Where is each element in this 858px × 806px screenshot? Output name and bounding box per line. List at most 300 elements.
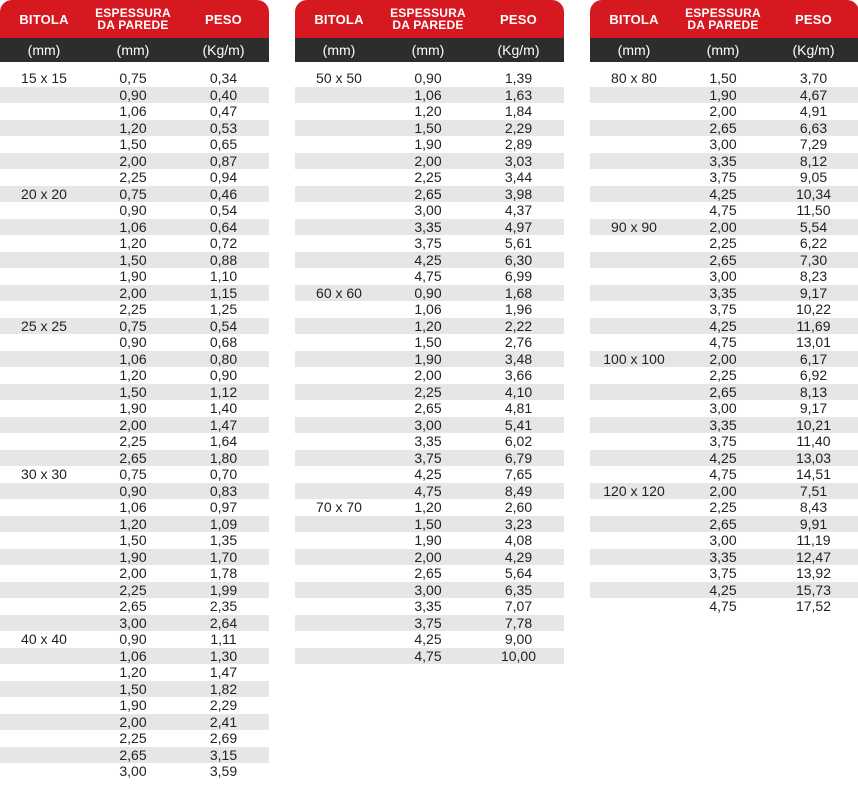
- cell-espessura: 0,90: [119, 631, 147, 648]
- cell-peso: 8,12: [799, 152, 828, 169]
- cell-espessura: 2,00: [414, 367, 442, 384]
- cell-espessura: 0,75: [119, 317, 147, 334]
- cell-peso: 2,69: [209, 730, 238, 747]
- table-row: [295, 70, 564, 87]
- cell-espessura: 1,20: [414, 317, 442, 334]
- header-peso: PESO: [500, 11, 537, 27]
- table-row: [295, 582, 564, 599]
- cell-peso: 9,91: [799, 515, 828, 532]
- table-row: [590, 252, 858, 269]
- cell-espessura: 2,00: [119, 284, 147, 301]
- weight-table-3: [590, 0, 858, 615]
- cell-espessura: 4,25: [709, 185, 737, 202]
- table-row: [295, 417, 564, 434]
- cell-bitola: 15 x 15: [21, 70, 67, 87]
- table-row: [295, 532, 564, 549]
- cell-peso: 10,22: [795, 301, 832, 318]
- cell-espessura: 3,75: [709, 565, 737, 582]
- cell-espessura: 1,06: [119, 103, 147, 120]
- cell-espessura: 4,75: [709, 466, 737, 483]
- cell-peso: 7,78: [504, 614, 533, 631]
- cell-peso: 0,83: [209, 482, 238, 499]
- cell-espessura: 3,00: [709, 400, 737, 417]
- cell-peso: 6,63: [799, 119, 828, 136]
- table-row: [295, 153, 564, 170]
- cell-peso: 6,17: [799, 350, 828, 367]
- cell-espessura: 2,65: [119, 449, 147, 466]
- cell-peso: 1,30: [209, 647, 238, 664]
- table-header: [590, 0, 858, 38]
- table-row: [295, 252, 564, 269]
- cell-peso: 4,91: [799, 103, 828, 120]
- cell-espessura: 2,25: [119, 301, 147, 318]
- header-espessura-line2: DA PAREDE: [687, 18, 759, 32]
- cell-bitola: 70 x 70: [316, 499, 362, 516]
- cell-espessura: 2,25: [119, 581, 147, 598]
- header-espessura-line1: ESPESSURA: [685, 6, 761, 20]
- cell-peso: 0,64: [209, 218, 238, 235]
- cell-espessura: 1,06: [414, 86, 442, 103]
- cell-peso: 3,66: [504, 367, 533, 384]
- table-row: [590, 499, 858, 516]
- cell-espessura: 4,25: [709, 317, 737, 334]
- cell-espessura: 2,00: [119, 713, 147, 730]
- cell-espessura: 4,75: [414, 482, 442, 499]
- header-espessura-line1: ESPESSURA: [390, 6, 466, 20]
- cell-espessura: 1,06: [119, 218, 147, 235]
- cell-peso: 4,37: [504, 202, 533, 219]
- cell-peso: 8,13: [799, 383, 828, 400]
- table-row: [0, 268, 269, 285]
- cell-peso: 1,64: [209, 433, 238, 450]
- table-row: [590, 582, 858, 599]
- units-row: [295, 38, 564, 62]
- table-row: [295, 136, 564, 153]
- table-row: [0, 747, 269, 764]
- cell-espessura: 1,90: [119, 400, 147, 417]
- header-espessura-line1: ESPESSURA: [95, 6, 171, 20]
- cell-espessura: 1,20: [119, 119, 147, 136]
- cell-espessura: 1,50: [119, 251, 147, 268]
- cell-peso: 1,78: [209, 565, 238, 582]
- cell-peso: 1,47: [209, 416, 238, 433]
- cell-espessura: 1,90: [119, 268, 147, 285]
- table-row: [295, 87, 564, 104]
- table-row: [295, 186, 564, 203]
- table-row: [590, 450, 858, 467]
- cell-peso: 4,08: [504, 532, 533, 549]
- cell-espessura: 3,00: [709, 136, 737, 153]
- cell-peso: 0,87: [209, 152, 238, 169]
- header-peso: PESO: [205, 11, 242, 27]
- cell-peso: 10,00: [500, 647, 537, 664]
- cell-peso: 0,90: [209, 367, 238, 384]
- cell-peso: 6,30: [504, 251, 533, 268]
- cell-espessura: 0,90: [414, 70, 442, 87]
- table-row: [590, 87, 858, 104]
- table-row: [0, 367, 269, 384]
- cell-espessura: 4,75: [414, 647, 442, 664]
- cell-espessura: 2,25: [119, 433, 147, 450]
- unit-peso: (Kg/m): [792, 42, 835, 58]
- cell-peso: 2,76: [504, 334, 533, 351]
- cell-espessura: 1,90: [414, 136, 442, 153]
- table-row: [295, 499, 564, 516]
- cell-espessura: 2,00: [709, 103, 737, 120]
- table-row: [0, 301, 269, 318]
- table-row: [0, 285, 269, 302]
- cell-espessura: 4,25: [709, 449, 737, 466]
- cell-peso: 0,88: [209, 251, 238, 268]
- cell-peso: 4,81: [504, 400, 533, 417]
- cell-espessura: 2,65: [709, 251, 737, 268]
- cell-peso: 5,61: [504, 235, 533, 252]
- table-row: [295, 516, 564, 533]
- units-row: [0, 38, 269, 62]
- cell-peso: 0,80: [209, 350, 238, 367]
- table-row: [0, 235, 269, 252]
- table-row: [590, 549, 858, 566]
- table-body: [590, 70, 858, 615]
- table-row: [590, 70, 858, 87]
- cell-espessura: 2,00: [414, 152, 442, 169]
- cell-espessura: 1,90: [414, 532, 442, 549]
- table-row: [0, 103, 269, 120]
- cell-espessura: 1,90: [119, 548, 147, 565]
- cell-peso: 2,35: [209, 598, 238, 615]
- cell-peso: 8,23: [799, 268, 828, 285]
- table-row: [0, 153, 269, 170]
- table-row: [590, 351, 858, 368]
- table-row: [295, 235, 564, 252]
- table-row: [0, 136, 269, 153]
- cell-espessura: 0,90: [119, 86, 147, 103]
- cell-peso: 3,59: [209, 763, 238, 780]
- table-row: [590, 516, 858, 533]
- cell-espessura: 1,20: [119, 664, 147, 681]
- cell-peso: 4,10: [504, 383, 533, 400]
- cell-peso: 2,29: [209, 697, 238, 714]
- table-row: [295, 450, 564, 467]
- unit-espessura: (mm): [706, 42, 740, 58]
- cell-espessura: 3,75: [414, 449, 442, 466]
- table-body: [0, 70, 269, 780]
- table-row: [590, 367, 858, 384]
- cell-peso: 2,60: [504, 499, 533, 516]
- cell-peso: 2,89: [504, 136, 533, 153]
- cell-bitola: 60 x 60: [316, 284, 362, 301]
- cell-peso: 0,70: [209, 466, 238, 483]
- unit-espessura: (mm): [116, 42, 150, 58]
- cell-bitola: 40 x 40: [21, 631, 67, 648]
- table-row: [0, 466, 269, 483]
- table-row: [295, 648, 564, 665]
- cell-peso: 9,17: [799, 284, 828, 301]
- table-row: [0, 417, 269, 434]
- cell-espessura: 1,06: [119, 350, 147, 367]
- table-row: [590, 136, 858, 153]
- cell-espessura: 2,65: [414, 400, 442, 417]
- cell-peso: 7,29: [799, 136, 828, 153]
- cell-bitola: 30 x 30: [21, 466, 67, 483]
- cell-peso: 1,84: [504, 103, 533, 120]
- table-row: [0, 169, 269, 186]
- table-row: [0, 532, 269, 549]
- cell-peso: 9,05: [799, 169, 828, 186]
- cell-peso: 2,29: [504, 119, 533, 136]
- cell-espessura: 1,50: [119, 680, 147, 697]
- table-row: [0, 433, 269, 450]
- cell-espessura: 2,65: [119, 598, 147, 615]
- table-row: [295, 384, 564, 401]
- cell-peso: 3,98: [504, 185, 533, 202]
- cell-espessura: 2,65: [709, 515, 737, 532]
- cell-bitola: 120 x 120: [603, 482, 665, 499]
- table-row: [0, 549, 269, 566]
- cell-peso: 7,30: [799, 251, 828, 268]
- table-row: [590, 301, 858, 318]
- cell-peso: 11,69: [796, 317, 831, 334]
- cell-espessura: 3,00: [119, 763, 147, 780]
- table-row: [590, 466, 858, 483]
- table-row: [0, 400, 269, 417]
- table-row: [295, 301, 564, 318]
- unit-bitola: (mm): [617, 42, 651, 58]
- cell-peso: 0,54: [209, 317, 238, 334]
- cell-peso: 3,48: [504, 350, 533, 367]
- table-row: [295, 367, 564, 384]
- cell-peso: 1,63: [504, 86, 533, 103]
- cell-espessura: 2,00: [414, 548, 442, 565]
- cell-espessura: 2,65: [414, 565, 442, 582]
- cell-espessura: 2,25: [414, 383, 442, 400]
- cell-espessura: 1,20: [414, 103, 442, 120]
- table-row: [590, 120, 858, 137]
- table-row: [295, 565, 564, 582]
- cell-peso: 15,73: [795, 581, 832, 598]
- cell-peso: 6,02: [504, 433, 533, 450]
- table-row: [0, 648, 269, 665]
- table-row: [590, 186, 858, 203]
- cell-peso: 6,79: [504, 449, 533, 466]
- cell-peso: 7,51: [799, 482, 828, 499]
- cell-espessura: 1,50: [414, 515, 442, 532]
- table-row: [295, 334, 564, 351]
- cell-espessura: 2,00: [119, 416, 147, 433]
- table-row: [0, 334, 269, 351]
- header-espessura: [383, 7, 473, 31]
- table-row: [295, 598, 564, 615]
- table-row: [590, 417, 858, 434]
- cell-espessura: 3,35: [414, 598, 442, 615]
- cell-peso: 6,35: [504, 581, 533, 598]
- cell-peso: 1,99: [209, 581, 238, 598]
- header-espessura-line2: DA PAREDE: [392, 18, 464, 32]
- table-row: [0, 384, 269, 401]
- table-row: [0, 664, 269, 681]
- table-row: [0, 318, 269, 335]
- table-header: [295, 0, 564, 38]
- cell-peso: 1,82: [209, 680, 238, 697]
- cell-espessura: 0,90: [414, 284, 442, 301]
- table-row: [590, 103, 858, 120]
- cell-bitola: 50 x 50: [316, 70, 362, 87]
- cell-peso: 0,46: [209, 185, 238, 202]
- cell-espessura: 1,50: [119, 532, 147, 549]
- cell-espessura: 3,35: [709, 284, 737, 301]
- cell-peso: 8,43: [799, 499, 828, 516]
- cell-espessura: 3,00: [709, 532, 737, 549]
- cell-espessura: 4,25: [709, 581, 737, 598]
- cell-peso: 12,47: [795, 548, 832, 565]
- table-row: [590, 532, 858, 549]
- table-row: [0, 186, 269, 203]
- table-row: [295, 169, 564, 186]
- cell-peso: 7,07: [504, 598, 533, 615]
- cell-espessura: 1,06: [119, 499, 147, 516]
- table-row: [0, 565, 269, 582]
- table-row: [0, 763, 269, 780]
- cell-espessura: 2,00: [119, 565, 147, 582]
- cell-bitola: 25 x 25: [21, 317, 67, 334]
- table-row: [590, 235, 858, 252]
- cell-peso: 1,68: [504, 284, 533, 301]
- unit-espessura: (mm): [411, 42, 445, 58]
- cell-bitola: 20 x 20: [21, 185, 67, 202]
- cell-peso: 1,96: [504, 301, 533, 318]
- cell-peso: 6,22: [799, 235, 828, 252]
- cell-peso: 1,15: [209, 284, 238, 301]
- cell-espessura: 2,25: [709, 499, 737, 516]
- cell-espessura: 1,50: [119, 136, 147, 153]
- cell-espessura: 4,75: [709, 202, 737, 219]
- table-row: [0, 730, 269, 747]
- cell-peso: 0,40: [209, 86, 238, 103]
- table-row: [295, 615, 564, 632]
- table-row: [590, 483, 858, 500]
- cell-espessura: 3,75: [414, 235, 442, 252]
- cell-espessura: 1,06: [119, 647, 147, 664]
- table-row: [295, 285, 564, 302]
- table-row: [590, 400, 858, 417]
- cell-peso: 0,72: [209, 235, 238, 252]
- table-row: [0, 219, 269, 236]
- cell-espessura: 3,75: [414, 614, 442, 631]
- weight-table-1: [0, 0, 269, 780]
- table-row: [295, 202, 564, 219]
- table-row: [590, 268, 858, 285]
- table-row: [295, 268, 564, 285]
- cell-espessura: 1,20: [414, 499, 442, 516]
- cell-espessura: 3,35: [414, 218, 442, 235]
- table-row: [295, 549, 564, 566]
- cell-peso: 3,44: [504, 169, 533, 186]
- cell-peso: 5,41: [504, 416, 533, 433]
- cell-espessura: 3,00: [119, 614, 147, 631]
- table-row: [590, 433, 858, 450]
- table-row: [295, 433, 564, 450]
- cell-espessura: 3,00: [414, 581, 442, 598]
- table-row: [0, 483, 269, 500]
- table-row: [590, 202, 858, 219]
- cell-espessura: 2,00: [119, 152, 147, 169]
- table-row: [0, 87, 269, 104]
- cell-peso: 2,41: [209, 713, 238, 730]
- units-row: [590, 38, 858, 62]
- header-espessura: [88, 7, 178, 31]
- cell-peso: 2,22: [504, 317, 533, 334]
- cell-peso: 1,47: [209, 664, 238, 681]
- cell-espessura: 3,75: [709, 301, 737, 318]
- table-row: [0, 202, 269, 219]
- cell-peso: 1,10: [209, 268, 238, 285]
- cell-espessura: 2,65: [414, 185, 442, 202]
- cell-peso: 5,54: [799, 218, 828, 235]
- cell-peso: 3,23: [504, 515, 533, 532]
- cell-peso: 10,34: [795, 185, 832, 202]
- table-row: [590, 598, 858, 615]
- cell-peso: 0,97: [209, 499, 238, 516]
- cell-peso: 1,35: [209, 532, 238, 549]
- cell-peso: 11,19: [796, 532, 831, 549]
- cell-peso: 13,01: [795, 334, 832, 351]
- cell-espessura: 1,50: [709, 70, 737, 87]
- unit-bitola: (mm): [27, 42, 61, 58]
- cell-espessura: 0,75: [119, 70, 147, 87]
- table-row: [295, 219, 564, 236]
- cell-bitola: 100 x 100: [603, 350, 665, 367]
- cell-espessura: 3,35: [709, 152, 737, 169]
- header-peso: PESO: [795, 11, 832, 27]
- header-bitola: BITOLA: [609, 11, 659, 27]
- table-row: [0, 499, 269, 516]
- cell-peso: 1,11: [210, 631, 237, 648]
- cell-espessura: 1,90: [414, 350, 442, 367]
- cell-peso: 11,50: [796, 202, 831, 219]
- cell-peso: 6,99: [504, 268, 533, 285]
- cell-espessura: 1,90: [119, 697, 147, 714]
- cell-peso: 1,40: [209, 400, 238, 417]
- cell-espessura: 0,90: [119, 334, 147, 351]
- cell-espessura: 1,20: [119, 515, 147, 532]
- cell-espessura: 2,00: [709, 218, 737, 235]
- cell-peso: 1,12: [209, 383, 238, 400]
- cell-peso: 3,15: [209, 746, 238, 763]
- cell-espessura: 0,90: [119, 482, 147, 499]
- cell-espessura: 0,75: [119, 185, 147, 202]
- cell-peso: 17,52: [795, 598, 832, 615]
- cell-espessura: 2,25: [709, 235, 737, 252]
- cell-espessura: 3,75: [709, 433, 737, 450]
- cell-espessura: 3,00: [709, 268, 737, 285]
- table-row: [0, 120, 269, 137]
- cell-peso: 9,17: [799, 400, 828, 417]
- unit-peso: (Kg/m): [497, 42, 540, 58]
- table-row: [295, 318, 564, 335]
- cell-espessura: 1,06: [414, 301, 442, 318]
- cell-peso: 0,94: [209, 169, 238, 186]
- cell-peso: 4,29: [504, 548, 533, 565]
- cell-espessura: 2,25: [709, 367, 737, 384]
- cell-peso: 11,40: [796, 433, 831, 450]
- table-row: [295, 120, 564, 137]
- cell-espessura: 2,65: [709, 119, 737, 136]
- unit-bitola: (mm): [322, 42, 356, 58]
- table-row: [590, 153, 858, 170]
- table-row: [0, 681, 269, 698]
- table-row: [0, 252, 269, 269]
- cell-peso: 9,00: [504, 631, 533, 648]
